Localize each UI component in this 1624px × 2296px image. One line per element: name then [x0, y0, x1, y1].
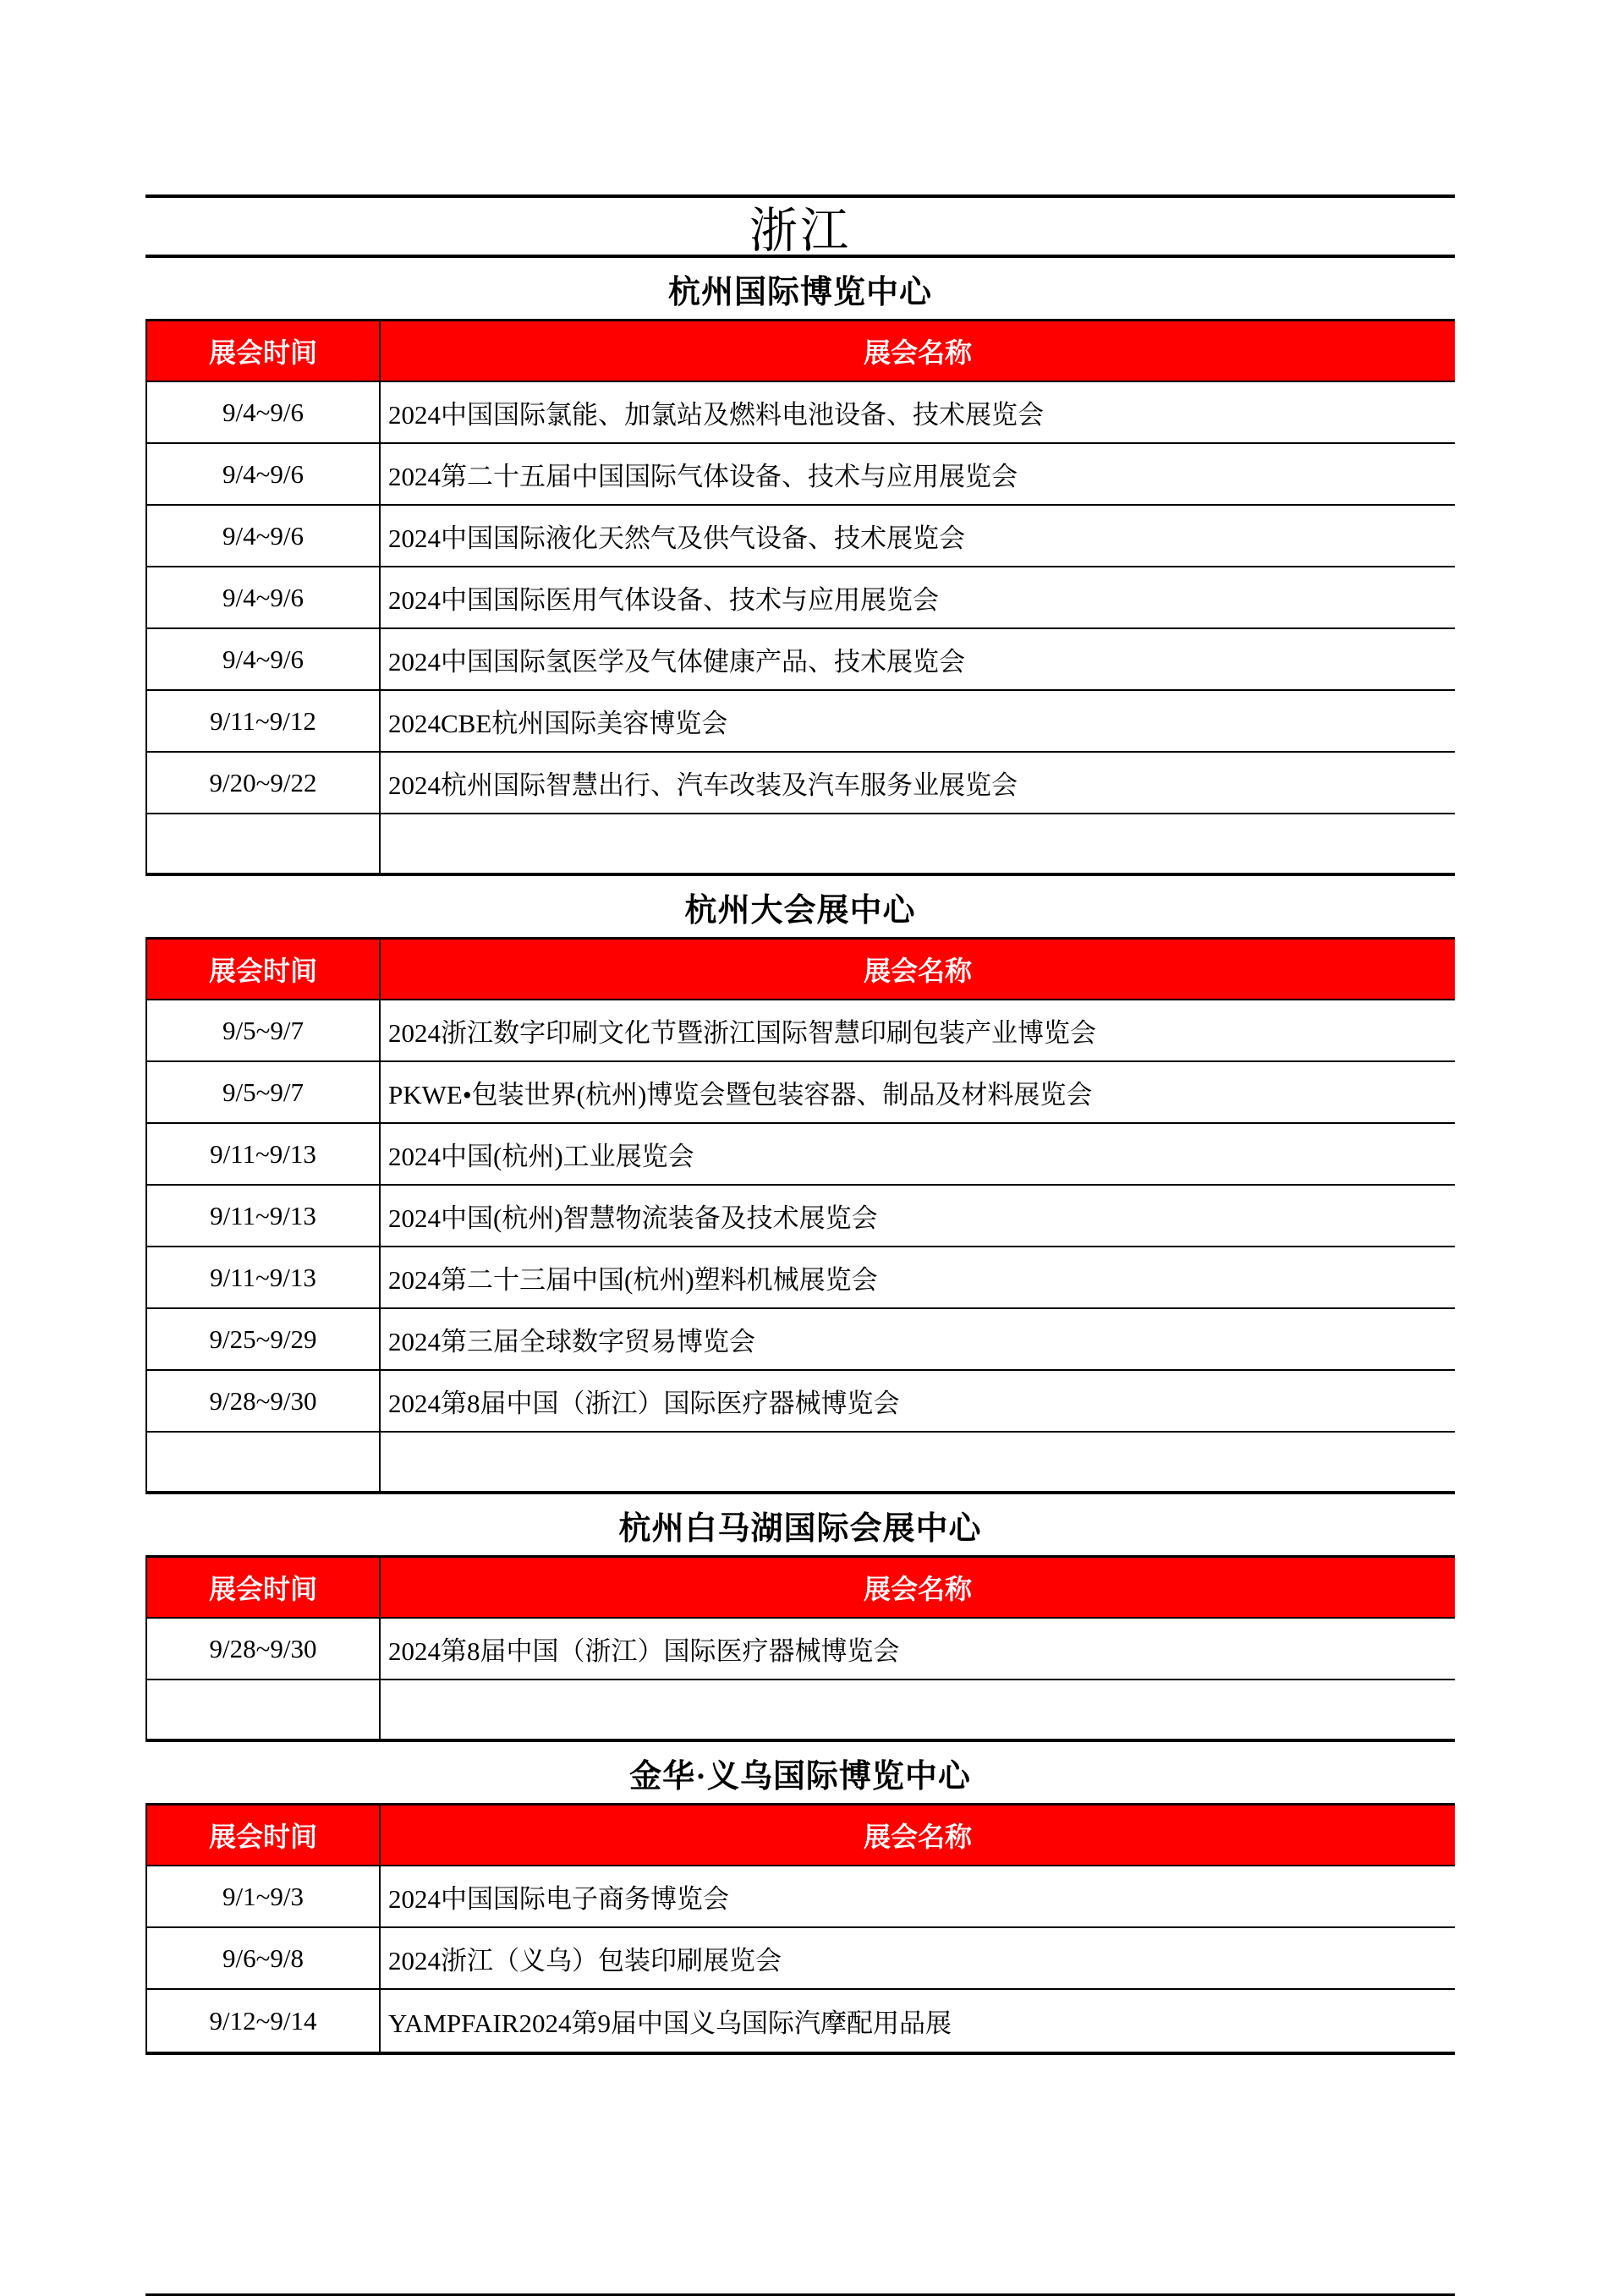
name-cell: 2024中国(杭州)工业展览会 [388, 1142, 694, 1171]
date-cell: 9/11~9/13 [147, 1186, 381, 1246]
name-cell: 2024中国国际医用气体设备、技术与应用展览会 [388, 585, 939, 615]
table-row [147, 691, 1455, 753]
table-header-row [147, 1806, 1455, 1866]
name-cell: 2024中国国际氯能、加氯站及燃料电池设备、技术展览会 [388, 400, 1044, 430]
venue-title: 杭州国际博览中心 [667, 274, 932, 310]
exhibition-table [145, 319, 1455, 876]
date-cell: 9/4~9/6 [147, 567, 381, 627]
name-cell: 2024中国国际电子商务博览会 [388, 1884, 729, 1914]
name-cell [381, 1680, 1455, 1739]
time-column-header: 展会时间 [147, 1558, 381, 1617]
table-row [147, 1247, 1455, 1309]
date-cell: 9/11~9/12 [147, 691, 381, 751]
table-row [147, 1000, 1455, 1062]
date-cell: 9/12~9/14 [147, 1990, 381, 2052]
name-column-header: 展会名称 [863, 1574, 972, 1604]
table-row [147, 567, 1455, 629]
date-cell [147, 1433, 381, 1491]
name-cell: 2024第8届中国（浙江）国际医疗器械博览会 [388, 1389, 900, 1418]
table-row [147, 1433, 1455, 1491]
name-column-header: 展会名称 [863, 1822, 972, 1852]
date-cell: 9/11~9/13 [147, 1124, 381, 1184]
name-cell [381, 1433, 1455, 1491]
exhibition-table [145, 937, 1455, 1494]
date-cell: 9/4~9/6 [147, 382, 381, 442]
date-cell: 9/5~9/7 [147, 1000, 381, 1060]
date-cell: 9/5~9/7 [147, 1062, 381, 1122]
table-header-row [147, 1558, 1455, 1619]
date-cell: 9/25~9/29 [147, 1309, 381, 1369]
table-header-row [147, 321, 1455, 382]
table-body [147, 1000, 1455, 1491]
table-row [147, 1928, 1455, 1990]
date-cell: 9/11~9/13 [147, 1247, 381, 1307]
name-cell: 2024杭州国际智慧出行、汽车改装及汽车服务业展览会 [388, 770, 1018, 800]
date-cell [147, 1680, 381, 1739]
name-cell: 2024CBE杭州国际美容博览会 [388, 709, 728, 738]
venue-title: 金华·义乌国际博览中心 [629, 1758, 971, 1795]
date-cell: 9/4~9/6 [147, 506, 381, 566]
province-title: 浙江 [749, 204, 851, 258]
table-header-row [147, 940, 1455, 1000]
exhibition-table [145, 1555, 1455, 1742]
province-banner [145, 195, 1455, 258]
table-row [147, 444, 1455, 506]
table-row [147, 1990, 1455, 2052]
exhibition-table [145, 1803, 1455, 2055]
table-row [147, 1866, 1455, 1928]
table-row [147, 1124, 1455, 1186]
table-row [147, 382, 1455, 444]
table-row [147, 814, 1455, 873]
table-body [147, 1866, 1455, 2052]
table-row [147, 1371, 1455, 1433]
name-column-header: 展会名称 [863, 337, 972, 368]
table-row [147, 629, 1455, 691]
date-cell: 9/6~9/8 [147, 1928, 381, 1988]
name-cell: 2024中国国际液化天然气及供气设备、技术展览会 [388, 523, 965, 553]
name-cell: 2024中国国际氢医学及气体健康产品、技术展览会 [388, 647, 965, 677]
name-cell: 2024第8届中国（浙江）国际医疗器械博览会 [388, 1636, 900, 1666]
table-body [147, 1619, 1455, 1739]
venue-section [145, 258, 1455, 876]
date-cell: 9/28~9/30 [147, 1619, 381, 1679]
name-column-header: 展会名称 [863, 956, 972, 986]
time-column-header: 展会时间 [147, 1806, 381, 1865]
name-cell: 2024第二十三届中国(杭州)塑料机械展览会 [388, 1265, 878, 1295]
time-column-header: 展会时间 [147, 940, 381, 999]
name-cell: YAMPFAIR2024第9届中国义乌国际汽摩配用品展 [388, 2008, 952, 2038]
name-cell: 2024浙江数字印刷文化节暨浙江国际智慧印刷包装产业博览会 [388, 1018, 1096, 1048]
name-cell: 2024中国(杭州)智慧物流装备及技术展览会 [388, 1203, 878, 1233]
table-row [147, 1309, 1455, 1371]
sections [145, 258, 1455, 2055]
table-row [147, 506, 1455, 567]
venue-section [145, 876, 1455, 1494]
name-cell: 2024第三届全球数字贸易博览会 [388, 1327, 755, 1356]
date-cell: 9/4~9/6 [147, 629, 381, 689]
venue-section [145, 1742, 1455, 2055]
table-body [147, 382, 1455, 873]
time-column-header: 展会时间 [147, 321, 381, 381]
table-row [147, 1062, 1455, 1124]
date-cell: 9/1~9/3 [147, 1866, 381, 1926]
table-row [147, 1619, 1455, 1680]
name-cell: 2024浙江（义乌）包装印刷展览会 [388, 1946, 782, 1975]
table-row [147, 1186, 1455, 1247]
date-cell: 9/20~9/22 [147, 753, 381, 813]
date-cell: 9/28~9/30 [147, 1371, 381, 1431]
venue-title: 杭州大会展中心 [684, 892, 916, 929]
name-cell: PKWE•包装世界(杭州)博览会暨包装容器、制品及材料展览会 [388, 1080, 1093, 1110]
table-row [147, 1680, 1455, 1739]
page-content [145, 0, 1455, 2055]
name-cell [381, 814, 1455, 873]
name-cell: 2024第二十五届中国国际气体设备、技术与应用展览会 [388, 462, 1018, 491]
date-cell [147, 814, 381, 873]
date-cell: 9/4~9/6 [147, 444, 381, 504]
venue-section [145, 1494, 1455, 1742]
venue-title: 杭州白马湖国际会展中心 [618, 1510, 982, 1547]
table-row [147, 753, 1455, 814]
